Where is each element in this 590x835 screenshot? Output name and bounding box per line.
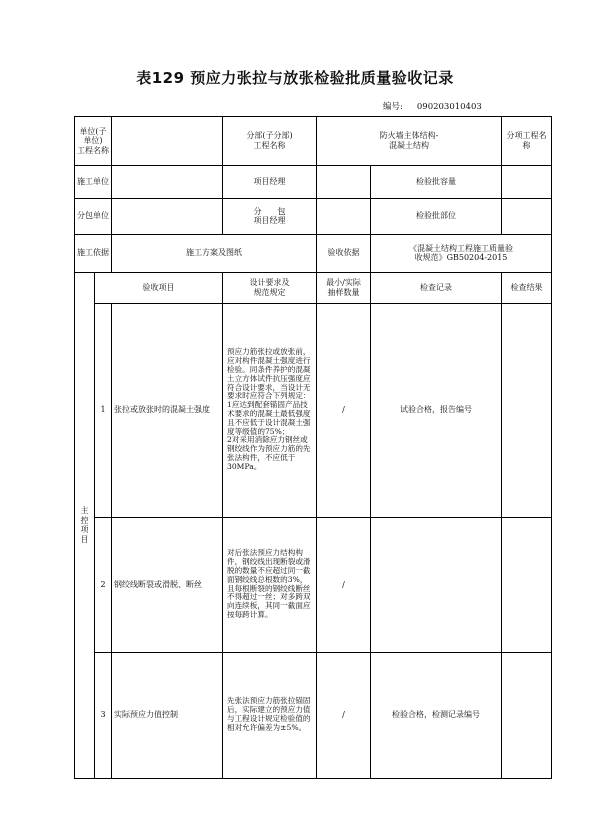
construction-basis-label: 施工依据 [75, 234, 112, 272]
acceptance-basis-label: 验收依据 [317, 234, 371, 272]
document-title: 表129 预应力张拉与放张检验批质量验收记录 [136, 69, 454, 87]
construction-basis-value[interactable]: 施工方案及图纸 [112, 234, 317, 272]
check-record[interactable] [371, 517, 502, 652]
inspection-record-table [74, 116, 552, 779]
main-control-items-label: 主 控 项 目 [75, 272, 95, 778]
code-value: 090203010403 [416, 102, 482, 112]
check-record[interactable]: 检验合格，检测记录编号 [371, 652, 502, 778]
col-header-result: 检查结果 [502, 272, 552, 303]
requirement-text: 对后张法预应力结构构件，钢绞线出现断裂或滑脱的数量不应超过同一截面钢绞线总根数的3%，且每根断裂的钢绞线断丝不得超过一丝；对多跨双向连续板，其同一截面应按每跨计算。 [223, 517, 317, 652]
sample-quantity[interactable]: / [317, 652, 371, 778]
table-row [75, 303, 552, 517]
unit-name-label: 单位(子单位) 工程名称 [75, 117, 112, 166]
batch-part-value[interactable] [502, 198, 552, 234]
table-row [75, 652, 552, 778]
sample-quantity[interactable]: / [317, 303, 371, 517]
col-header-requirement: 设计要求及 规范规定 [223, 272, 317, 303]
check-result[interactable] [502, 303, 552, 517]
division-name-value[interactable]: 防火墙主体结构- 混凝土结构 [317, 117, 502, 166]
subitem-name-label: 分项工程名称 [502, 117, 552, 166]
contractor-value[interactable] [112, 165, 223, 198]
subcontractor-value[interactable] [112, 198, 223, 234]
row-number: 3 [95, 652, 112, 778]
row-number: 1 [95, 303, 112, 517]
contractor-label: 施工单位 [75, 165, 112, 198]
division-name-label: 分部(子分部) 工程名称 [223, 117, 317, 166]
document-code [383, 100, 482, 112]
item-name: 张拉或放张时的混凝土强度 [112, 303, 223, 517]
project-manager-label: 项目经理 [223, 165, 317, 198]
batch-capacity-value[interactable] [502, 165, 552, 198]
requirement-text: 预应力筋张拉或放张前，应对构件混凝土强度进行检验。同条件养护的混凝土立方体试件抗压强度应符合设计要求，当设计无要求时应符合下列规定： 1应达到配套锚固产品技术要求的混凝土最低强度且不应低于设计混凝土强度等级值的75%； 2对采用消除应力钢丝或钢绞线作为预应力筋的先张法构件，不应低于30MPa。 [223, 303, 317, 517]
check-result[interactable] [502, 517, 552, 652]
item-name: 实际预应力值控制 [112, 652, 223, 778]
project-manager-value[interactable] [317, 165, 371, 198]
sub-project-manager-value[interactable] [317, 198, 371, 234]
check-record[interactable]: 试验合格，报告编号 [371, 303, 502, 517]
unit-name-value[interactable] [112, 117, 223, 166]
sample-quantity[interactable]: / [317, 517, 371, 652]
code-label: 编号: [383, 102, 403, 112]
col-header-record: 检查记录 [371, 272, 502, 303]
acceptance-basis-value: 《混凝土结构工程施工质量验 收规范》GB50204-2015 [371, 234, 552, 272]
requirement-text: 先张法预应力筋张拉锚固后，实际建立的预应力值与工程设计规定检验值的相对允许偏差为±5%。 [223, 652, 317, 778]
batch-capacity-label: 检验批容量 [371, 165, 502, 198]
subcontractor-label: 分包单位 [75, 198, 112, 234]
batch-part-label: 检验批部位 [371, 198, 502, 234]
row-number: 2 [95, 517, 112, 652]
col-header-sample: 最小/实际 抽样数量 [317, 272, 371, 303]
check-result[interactable] [502, 652, 552, 778]
item-name: 钢绞线断裂或滑脱、断丝 [112, 517, 223, 652]
sub-project-manager-label: 分 包 项目经理 [223, 198, 317, 234]
table-row [75, 517, 552, 652]
col-header-item: 验收项目 [95, 272, 223, 303]
